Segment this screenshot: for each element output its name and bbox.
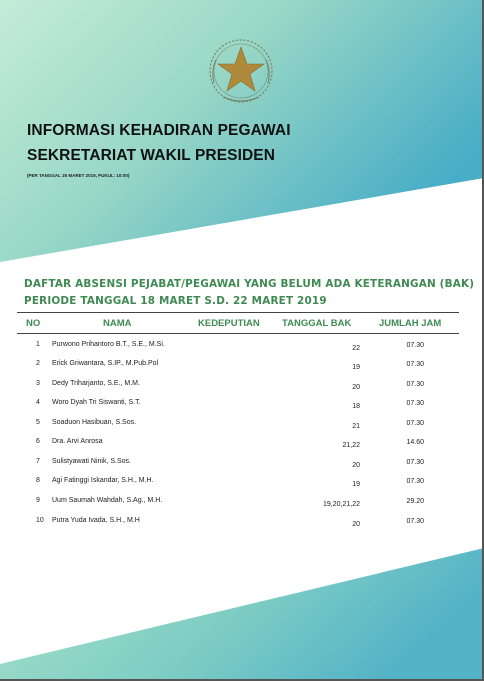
row-tanggal: 21,22 <box>342 442 360 449</box>
row-tanggal: 19,20,21,22 <box>323 501 360 508</box>
title-line-1: INFORMASI KEHADIRAN PEGAWAI <box>27 122 291 139</box>
row-tanggal: 20 <box>352 521 360 528</box>
row-name: Agi Fatinggi Iskandar, S.H., M.H. <box>52 477 154 484</box>
table-row <box>0 495 484 515</box>
header-nama: NAMA <box>103 318 132 329</box>
row-jam: 07.30 <box>406 400 424 407</box>
section-title-1: DAFTAR ABSENSI PEJABAT/PEGAWAI YANG BELUM ADA KETERANGAN (BAK) <box>24 278 475 290</box>
row-jam: 07.30 <box>406 381 424 388</box>
table-row <box>0 436 484 456</box>
section-title-2: PERIODE TANGGAL 18 MARET S.D. 22 MARET 2019 <box>24 295 327 307</box>
row-name: Dedy Triharjanto, S.E., M.M. <box>52 380 140 387</box>
row-no: 4 <box>36 399 40 406</box>
table-header <box>17 312 459 334</box>
row-jam: 29.20 <box>406 498 424 505</box>
row-no: 10 <box>36 517 44 524</box>
row-no: 8 <box>36 477 40 484</box>
row-tanggal: 22 <box>352 345 360 352</box>
table-row <box>0 358 484 378</box>
row-name: Erick Griwantara, S.IP., M.Pub.Pol <box>52 360 159 367</box>
row-tanggal: 18 <box>352 403 360 410</box>
row-name: Woro Dyah Tri Siswanti, S.T. <box>52 399 141 406</box>
header-kedeputian: KEDEPUTIAN <box>198 318 260 329</box>
row-tanggal: 20 <box>352 384 360 391</box>
header-tanggal-bak: TANGGAL BAK <box>282 318 352 329</box>
row-no: 1 <box>36 341 40 348</box>
row-name: Putra Yuda Ivada, S.H., M.H <box>52 517 140 524</box>
row-tanggal: 19 <box>352 481 360 488</box>
row-jam: 07.30 <box>406 342 424 349</box>
header-jumlah-jam: JUMLAH JAM <box>379 318 442 329</box>
table-row <box>0 456 484 476</box>
row-tanggal: 21 <box>352 423 360 430</box>
date-subtitle: (PER TANGGAL 25 MARET 2019, PUKUL: 10:00) <box>27 173 130 178</box>
row-name: Uum Saumah Wahdah, S.Ag., M.H. <box>52 497 163 504</box>
row-name: Dra. Arvi Anrosa <box>52 438 103 445</box>
row-jam: 07.30 <box>406 518 424 525</box>
row-tanggal: 19 <box>352 364 360 371</box>
row-no: 3 <box>36 380 40 387</box>
row-no: 2 <box>36 360 40 367</box>
row-name: Soaduon Hasibuan, S.Sos. <box>52 419 137 426</box>
row-jam: 14.60 <box>406 439 424 446</box>
row-jam: 07.30 <box>406 459 424 466</box>
table-row <box>0 378 484 398</box>
row-tanggal: 20 <box>352 462 360 469</box>
star-emblem-icon <box>203 33 279 109</box>
row-name: Purwono Prihantoro B.T., S.E., M.Si. <box>52 341 165 348</box>
title-line-2: SEKRETARIAT WAKIL PRESIDEN <box>27 147 276 164</box>
table-row <box>0 475 484 495</box>
row-jam: 07.30 <box>406 478 424 485</box>
row-jam: 07.30 <box>406 420 424 427</box>
header-no: NO <box>26 318 41 329</box>
table-row <box>0 515 484 535</box>
row-jam: 07.30 <box>406 361 424 368</box>
row-no: 6 <box>36 438 40 445</box>
row-no: 9 <box>36 497 40 504</box>
row-no: 5 <box>36 419 40 426</box>
table-row <box>0 339 484 359</box>
bottom-gradient-band <box>0 548 484 679</box>
table-row <box>0 417 484 437</box>
row-no: 7 <box>36 458 40 465</box>
row-name: Sulistyawati Ninik, S.Sos. <box>52 458 131 465</box>
table-row <box>0 397 484 417</box>
